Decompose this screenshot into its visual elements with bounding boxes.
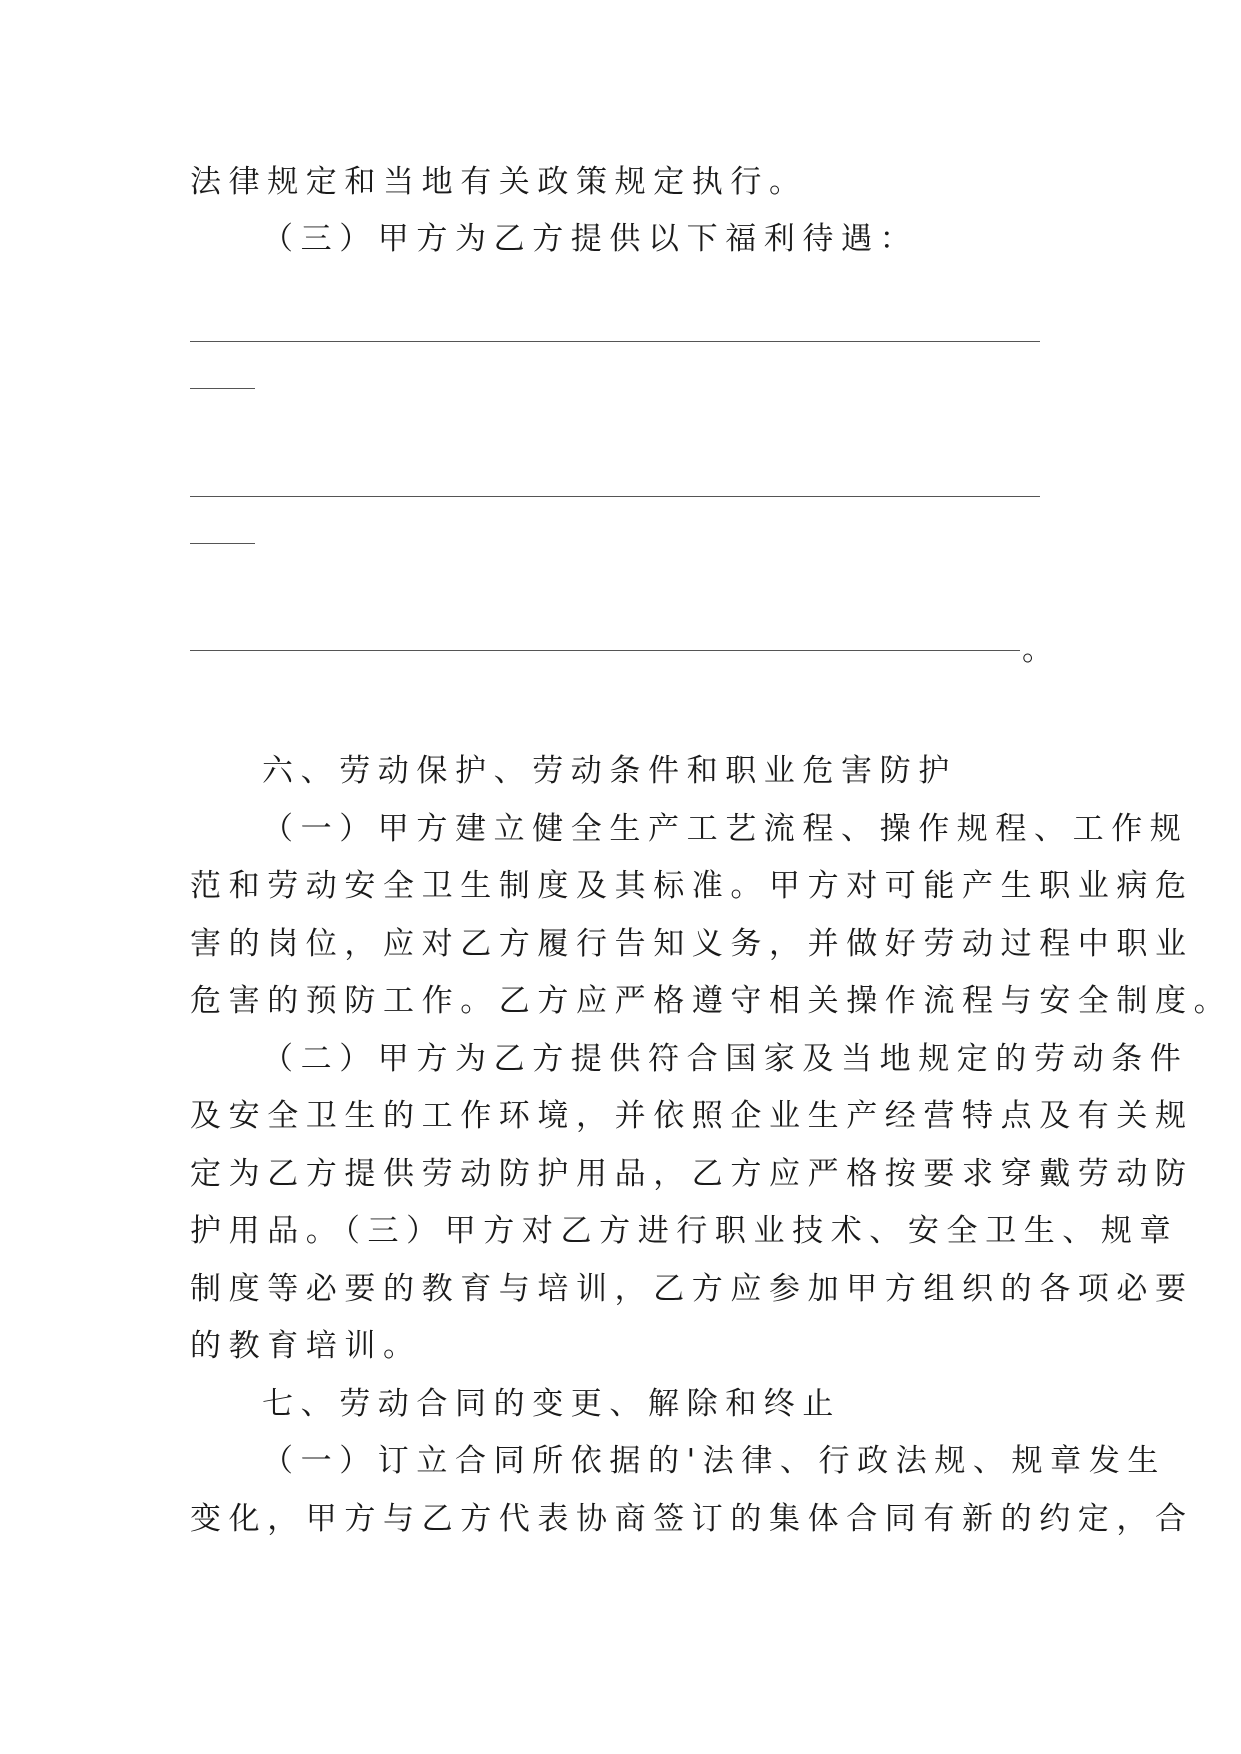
paragraph-line: （一）订立合同所依据的'法律、行政法规、规章发生 bbox=[262, 1443, 1166, 1479]
paragraph-line: 范和劳动安全卫生制度及其标准。甲方对可能产生职业病危 bbox=[190, 868, 1194, 904]
blank-end-mark: 。 bbox=[1022, 632, 1053, 668]
fill-in-blank-line bbox=[190, 388, 255, 389]
paragraph-line: （一）甲方建立健全生产工艺流程、操作规程、工作规 bbox=[262, 811, 1189, 847]
paragraph-line: 的教育培训。 bbox=[190, 1328, 422, 1364]
paragraph-line: 害的岗位，应对乙方履行告知义务，并做好劳动过程中职业 bbox=[190, 926, 1194, 962]
paragraph-line: 法律规定和当地有关政策规定执行。 bbox=[190, 164, 808, 200]
paragraph-line: 变化，甲方与乙方代表协商签订的集体合同有新的约定，合 bbox=[190, 1501, 1194, 1537]
fill-in-blank-line bbox=[190, 341, 1040, 342]
paragraph-line: 制度等必要的教育与培训，乙方应参加甲方组织的各项必要 bbox=[190, 1271, 1194, 1307]
fill-in-blank-line bbox=[190, 496, 1040, 497]
paragraph-line: 危害的预防工作。乙方应严格遵守相关操作流程与安全制度。 bbox=[190, 983, 1233, 1019]
welfare-heading: （三）甲方为乙方提供以下福利待遇： bbox=[262, 221, 919, 257]
paragraph-line: （二）甲方为乙方提供符合国家及当地规定的劳动条件 bbox=[262, 1041, 1189, 1077]
fill-in-blank-line bbox=[190, 543, 255, 544]
section-heading-7: 七、劳动合同的变更、解除和终止 bbox=[262, 1386, 841, 1422]
section-heading-6: 六、劳动保护、劳动条件和职业危害防护 bbox=[262, 753, 957, 789]
paragraph-line: 定为乙方提供劳动防护用品，乙方应严格按要求穿戴劳动防 bbox=[190, 1156, 1194, 1192]
paragraph-line: 及安全卫生的工作环境，并依照企业生产经营特点及有关规 bbox=[190, 1098, 1194, 1134]
paragraph-line: 护用品。（三）甲方对乙方进行职业技术、安全卫生、规章 bbox=[190, 1213, 1179, 1249]
fill-in-blank-line bbox=[190, 650, 1020, 651]
